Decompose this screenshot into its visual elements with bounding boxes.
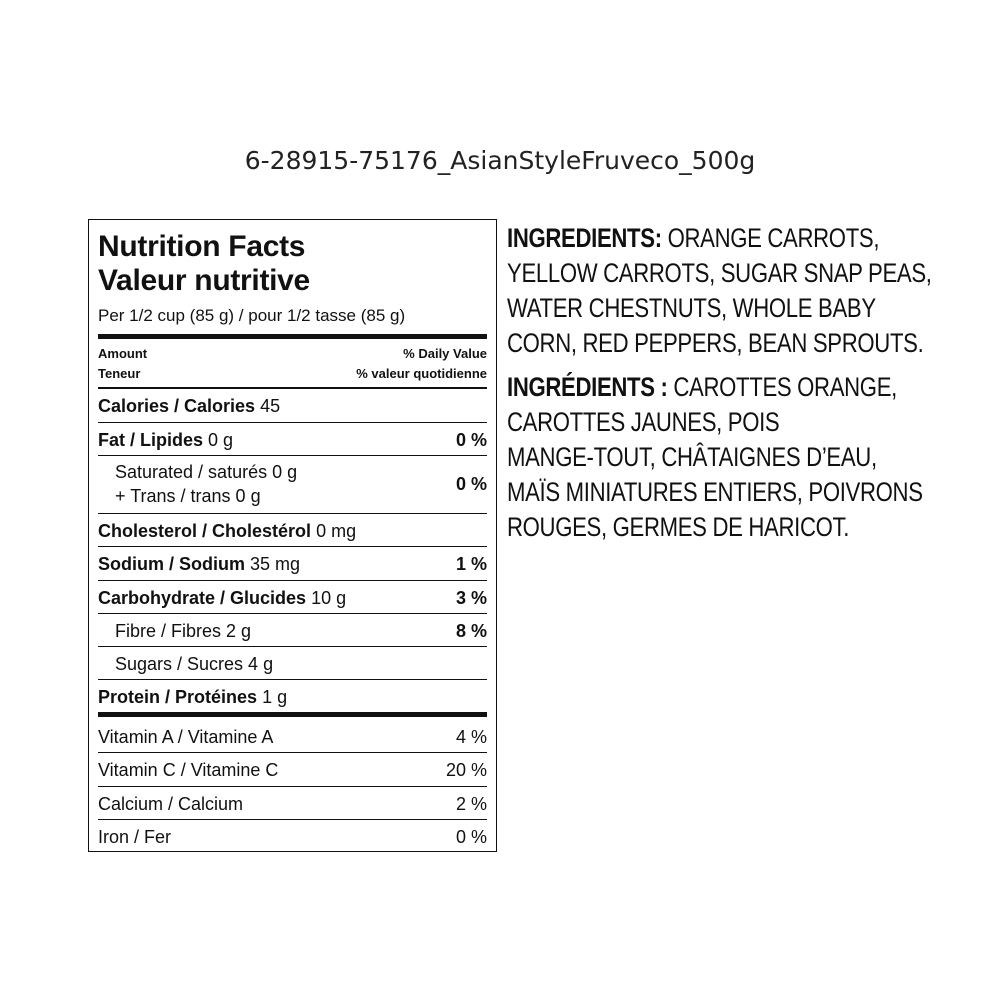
- calcium-row: [98, 787, 487, 820]
- calories-label: Calories / Calories: [98, 396, 256, 416]
- fat-value: 0 g: [208, 430, 234, 450]
- cholesterol-label: Cholesterol / Cholestérol: [98, 521, 312, 541]
- carbohydrate-label: Carbohydrate / Glucides: [98, 588, 307, 608]
- ingredients-en-line: CORN, RED PEPPERS, BEAN SPROUTS.: [507, 328, 924, 358]
- amount-label: Amount: [98, 346, 148, 361]
- calcium-label: Calcium / Calcium: [98, 794, 244, 814]
- fat-dv: 0 %: [455, 430, 487, 450]
- ingredients-en-line: ORANGE CARROTS,: [667, 223, 880, 253]
- iron-dv: 0 %: [455, 827, 487, 847]
- calories-row: [98, 389, 487, 423]
- ingredients-fr: [507, 370, 923, 545]
- teneur-label: Teneur: [98, 366, 141, 381]
- sodium-value: 35 mg: [250, 554, 301, 574]
- trans-label: + Trans / trans 0 g: [115, 486, 261, 506]
- vitamins-divider: [98, 712, 487, 717]
- carbohydrate-value: 10 g: [311, 588, 347, 608]
- fat-row: [98, 423, 487, 456]
- iron-row: [98, 820, 487, 850]
- ingredients-en-line: YELLOW CARROTS, SUGAR SNAP PEAS,: [507, 258, 932, 288]
- fat-label: Fat / Lipides: [98, 430, 204, 450]
- file-title: 6-28915-75176_AsianStyleFruveco_500g: [244, 146, 756, 175]
- protein-value: 1 g: [262, 687, 288, 707]
- nutrition-facts-title: [98, 230, 310, 298]
- ingredients-en: [507, 221, 932, 361]
- carbohydrate-dv: 3 %: [455, 588, 487, 608]
- fibre-row: [98, 614, 487, 647]
- ingredients-fr-heading: INGRÉDIENTS :: [507, 372, 668, 402]
- calories-value: 45: [260, 396, 281, 416]
- fibre-label: Fibre / Fibres 2 g: [115, 621, 252, 641]
- ingredients-fr-line: CAROTTES ORANGE,: [673, 372, 897, 402]
- column-header-fr: [98, 364, 487, 383]
- title-fr: Valeur nutritive: [98, 264, 310, 297]
- ingredients-fr-line: CAROTTES JAUNES, POIS: [507, 407, 780, 437]
- daily-value-label: % Daily Value: [403, 346, 487, 361]
- valeur-quotidienne-label: % valeur quotidienne: [356, 366, 487, 381]
- vitamin-a-label: Vitamin A / Vitamine A: [98, 727, 274, 747]
- ingredients-fr-line: MANGE-TOUT, CHÂTAIGNES D’EAU,: [507, 442, 877, 472]
- sodium-row: [98, 547, 487, 581]
- sugars-row: [98, 647, 487, 680]
- vitamin-a-row: [98, 720, 487, 753]
- title-en: Nutrition Facts: [98, 230, 306, 263]
- protein-row: [98, 680, 487, 712]
- vitamin-c-row: [98, 753, 487, 787]
- cholesterol-row: [98, 514, 487, 547]
- thick-divider: [98, 334, 487, 339]
- iron-label: Iron / Fer: [98, 827, 172, 847]
- sodium-dv: 1 %: [455, 554, 487, 574]
- vitamin-c-label: Vitamin C / Vitamine C: [98, 760, 279, 780]
- ingredients-fr-line: MAÏS MINIATURES ENTIERS, POIVRONS: [507, 477, 923, 507]
- carbohydrate-row: [98, 581, 487, 614]
- sugars-label: Sugars / Sucres 4 g: [115, 654, 274, 674]
- fibre-dv: 8 %: [455, 621, 487, 641]
- ingredients-fr-line: ROUGES, GERMES DE HARICOT.: [507, 512, 850, 542]
- ingredients-en-line: WATER CHESTNUTS, WHOLE BABY: [507, 293, 876, 323]
- saturated-label: Saturated / saturés 0 g: [115, 462, 298, 482]
- column-header-en: [98, 344, 487, 363]
- ingredients-en-heading: INGREDIENTS:: [507, 223, 662, 253]
- sat-trans-dv: 0 %: [455, 474, 487, 494]
- sodium-label: Sodium / Sodium: [98, 554, 245, 574]
- vitamin-c-dv: 20 %: [445, 760, 487, 780]
- cholesterol-value: 0 mg: [316, 521, 357, 541]
- vitamin-a-dv: 4 %: [455, 727, 487, 747]
- protein-label: Protein / Protéines: [98, 687, 258, 707]
- calcium-dv: 2 %: [455, 794, 487, 814]
- saturated-trans-row: [98, 456, 487, 514]
- serving-size: Per 1/2 cup (85 g) / pour 1/2 tasse (85 g): [98, 306, 406, 325]
- nutrition-facts-panel: [88, 219, 497, 852]
